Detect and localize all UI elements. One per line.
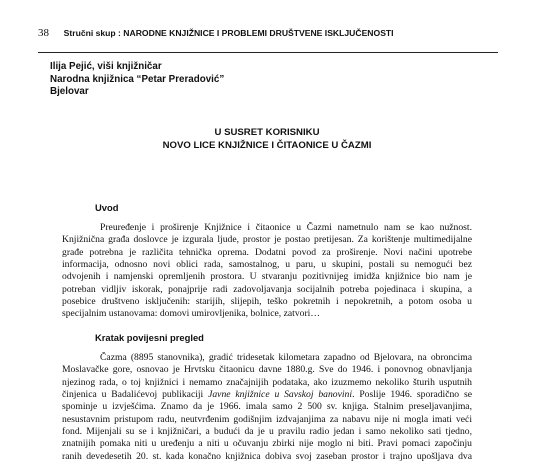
publication-title: Javne knjižnice u Savskoj banovini <box>208 389 353 401</box>
paragraph-line: spominje u izvješćima. Znamo da je 1966. imala samo 2 500 sv. knjiga. Stalnim preseljavanjima, <box>62 401 472 413</box>
author-block <box>50 61 224 99</box>
paragraph-line: Knjižnična građa doslovce je izgurala ljude, prostor je postao pretijesan. Za korištenje multimedijalne <box>62 234 472 246</box>
paragraph-line: Čazma (8895 stanovnika), gradić tridesetak kilometara zapadno od Bjelovara, na obroncima <box>100 352 472 363</box>
paragraph-line: Moslavačke gore, osnovao je Hrvtsku čitaonicu davne 1880.g. Sve do 1946. i ponovnog obnavljanja <box>62 364 472 376</box>
section-heading-uvod: Uvod <box>95 202 119 213</box>
header-rule <box>38 52 498 53</box>
author-institution: Narodna knjižnica “Petar Preradović” <box>50 73 225 85</box>
paragraph-line: informacija, odnosno novi oblici rada, samostalnog, u paru, u skupini, postali su nemogući bez <box>62 259 472 271</box>
paragraph-line: potreban vidljiv iskorak, ponajprije radi zadovoljavanja socijalnih potreba pojedinaca i skupina, a <box>62 283 472 295</box>
paragraph-line: nesustavnim pristupom radu, neutvrđenim godišnjim izdvajanjima za nabavu nije ni mogla imati veći <box>62 413 472 425</box>
paragraph-line: specijalnim ustanovama: domovi umirovljenika, bolnice, zatvori… <box>62 308 320 320</box>
section-paragraph-uvod <box>62 222 472 321</box>
paragraph-line: znatnijih pomaka niti u uređenju a niti u očuvanju zbirki nije moglo ni biti. Pravi pomaci započinju <box>62 438 472 450</box>
section-paragraph-povijest <box>62 352 472 463</box>
article-title-line2: NOVO LICE KNJIŽNICE I ČITAONICE U ČAZMI <box>162 139 372 151</box>
running-header <box>38 27 394 39</box>
author-city: Bjelovar <box>50 86 89 98</box>
paragraph-line: njezinog rada, o toj knjižnici i nemamo značajnijih podataka, ako izuzmemo nekoliko šturih usputnih <box>62 376 472 388</box>
paragraph-line: činjenica u Badalićevoj publikaciji Javne knjižnice u Savskoj banovini. Poslije 1946. sporadično se <box>62 389 472 401</box>
page-number: 38 <box>38 27 49 39</box>
paragraph-line: Preuređenje i proširenje Knjižnice i čitaonice u Čazmi nametnulo nam se kao nužnost. <box>100 222 472 233</box>
paragraph-line: odvojenih i namjenski opremljenih prostora. U stvaranju pozitivnijeg imidža knjižnice bio nam je <box>62 271 472 283</box>
running-title: Stručni skup : NARODNE KNJIŽNICE I PROBLEMI DRUŠTVENE ISKLJUČENOSTI <box>63 28 394 38</box>
paragraph-line: fond. Mijenjali su se i knjižničari, a budući da je u pravilu radio jedan i samo nekoliko sati tjedno, <box>62 426 472 438</box>
paragraph-line: posebice društveno isključenih: starijih, slijepih, teško pokretnih i nepokretnih, a potom osoba u <box>62 296 472 308</box>
paragraph-line: ranih devedesetih 20. st. kada konačno knjižnica dobiva svoj zaseban prostor i trajno upošljava dva <box>62 450 472 462</box>
article-title <box>0 127 534 152</box>
section-heading-povijest: Kratak povijesni pregled <box>95 332 204 343</box>
article-title-line1: U SUSRET KORISNIKU <box>214 127 320 138</box>
paragraph-line: građe potrebna je različita tehnička oprema. Dodatni povod za proširenje. Novi načini upotrebe <box>62 246 472 258</box>
author-name: Ilija Pejić, viši knjižničar <box>50 61 162 72</box>
